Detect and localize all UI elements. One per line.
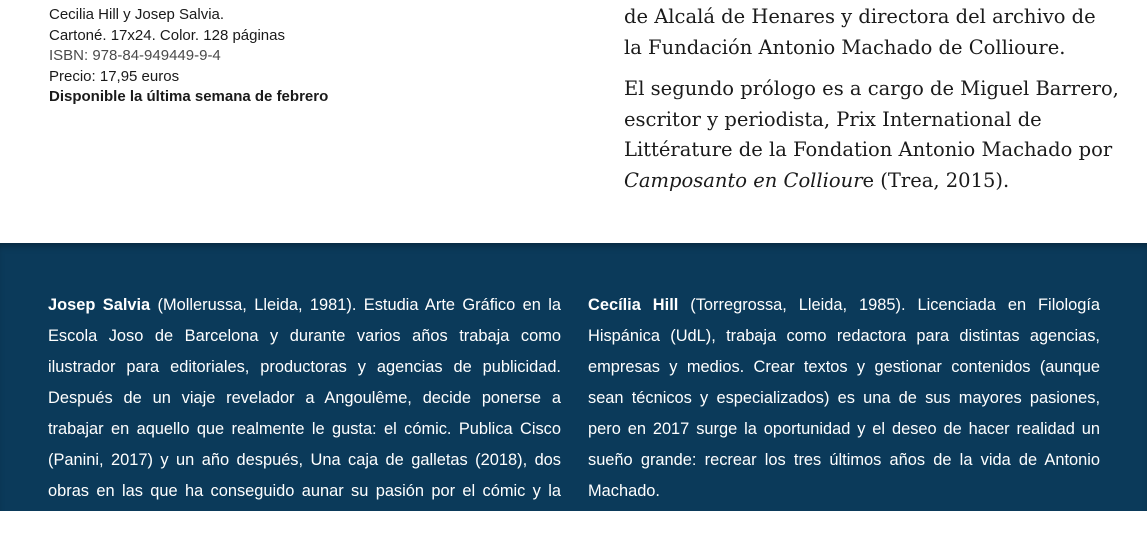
book-availability: Disponible la última semana de febrero bbox=[49, 88, 329, 105]
prologue-paragraph-1 bbox=[624, 2, 1124, 63]
bio-cecilia-hill bbox=[588, 290, 1100, 507]
prologue-line-1: de Alcalá de Henares y directora del archivo de bbox=[624, 5, 1096, 28]
book-metadata bbox=[49, 5, 328, 108]
prologue-line-2: la Fundación Antonio Machado de Collioure. bbox=[624, 35, 1066, 59]
book-price: Precio: 17,95 euros bbox=[49, 67, 180, 85]
bio-name-salvia: Josep Salvia bbox=[48, 296, 151, 314]
book-isbn: ISBN: 978-84-949449-9-4 bbox=[49, 47, 221, 64]
prologue-text bbox=[624, 2, 1124, 196]
bio-text-salvia: (Mollerussa, Lleida, 1981). Estudia Arte Gráfico en la Escola Joso de Barcelona y durante varios años trabaja como ilustrador para editoriales, productoras y agencias de publicidad. Después de un viaje revelador a Angoulême, decide ponerse a trabajar en aquello que realmente le gusta: el cómic. Publica Cisco (Panini, 2017) y un año después, Una caja de galletas (2018), dos obras en las que ha conseguido aunar su pasión por el cómic y la guerra civil. bbox=[48, 296, 562, 531]
book-info-section bbox=[0, 0, 1147, 243]
prologue-paragraph-2 bbox=[624, 74, 1124, 196]
second-prologue-text: El segundo prólogo es a cargo de Miguel Barrero, escritor y periodista, Prix International de Littérature de la Fondation Antonio Machado por bbox=[624, 77, 1119, 161]
book-format: Cartoné. 17x24. Color. 128 páginas bbox=[49, 26, 285, 44]
second-prologue-end: e (Trea, 2015). bbox=[862, 168, 1010, 192]
book-authors: Cecilia Hill y Josep Salvia. bbox=[49, 6, 225, 23]
bio-josep-salvia bbox=[48, 290, 561, 538]
bio-name-hill: Cecília Hill bbox=[588, 296, 679, 314]
book-title-italic: Camposanto en Colliour bbox=[624, 168, 863, 192]
bio-text-hill: (Torregrossa, Lleida, 1985). Licenciada en Filología Hispánica (UdL), trabaja como redactora para distintas agencias, empresas y medios. Crear textos y gestionar contenidos (aunque sean técnicos y especializados) es una de sus mayores pasiones, pero en 2017 surge la oportunidad y el deseo de hacer realidad un sueño grande: recrear los tres últimos años de la vida de Antonio Machado. bbox=[588, 296, 1100, 500]
